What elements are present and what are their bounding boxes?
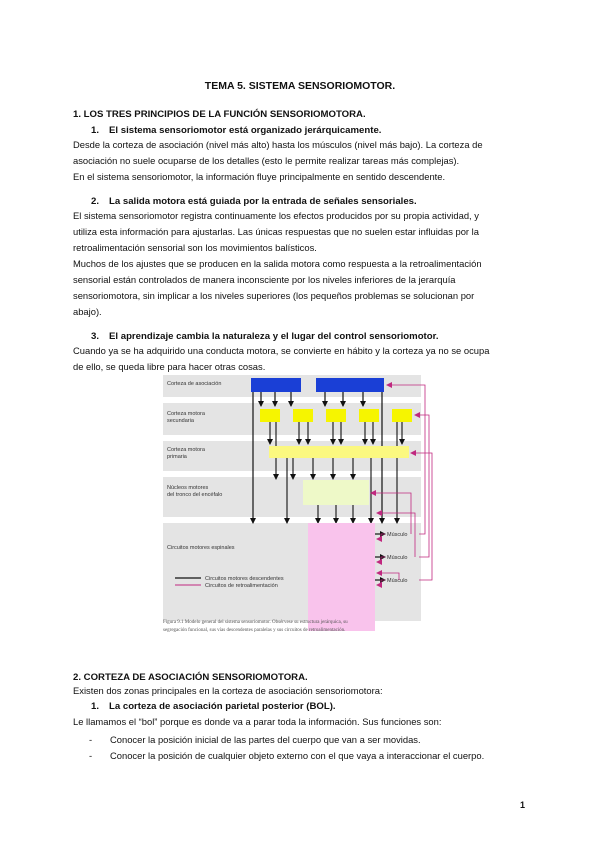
list-item	[89, 750, 484, 761]
subsection-1-heading	[91, 701, 336, 712]
text-line: asociación no suele ocuparse de los detalles (esto le permite realizar tareas más complejas).	[73, 155, 460, 166]
section-2-heading: 2. CORTEZA DE ASOCIACIÓN SENSORIOMOTORA.	[73, 672, 308, 683]
subsection-1-title: La corteza de asociación parietal posterior (BOL).	[109, 701, 336, 712]
text-line: Muchos de los ajustes que se producen en la salida motora como respuesta a la retroalimentación	[73, 258, 482, 269]
assoc-cortex-label: Corteza de asociación	[167, 381, 222, 387]
text-line: Desde la corteza de asociación (nivel más alto) hasta los músculos (nivel más bajo). La corteza de	[73, 139, 483, 150]
bullet-dash: -	[89, 750, 93, 761]
assoc-box-left	[251, 378, 301, 392]
principle-3-paragraph	[73, 343, 527, 375]
text-line: En el sistema sensoriomotor, la información fluye principalmente en sentido descendente.	[73, 171, 446, 182]
subsection-1-text: Le llamamos el “bol” porque es donde va a parar toda la información. Sus funciones son:	[73, 716, 442, 727]
brainstem-label-1: Núcleos motores	[167, 485, 209, 491]
spinal-label: Circuitos motores espinales	[167, 545, 235, 551]
spinal-box	[308, 523, 375, 631]
secondary-box-1	[260, 409, 280, 422]
principle-2-number: 2.	[91, 196, 100, 207]
principle-1-number: 1.	[91, 125, 100, 136]
assoc-box-right	[316, 378, 384, 392]
text-line: sensoriomotora, sin implicar a los niveles superiores (los pequeños problemas se solucionan por	[73, 290, 475, 301]
page-number: 1	[520, 800, 526, 810]
brainstem-label-2: del tronco del encéfalo	[167, 492, 223, 498]
muscle-label-3: Músculo	[387, 578, 408, 584]
text-line: abajo).	[73, 306, 102, 317]
figure-caption-line-2: segregación funcional, sus vías descendentes paralelas y sus circuitos de retroalimentación.	[163, 628, 346, 633]
list-item	[89, 734, 421, 745]
principle-1-paragraph	[73, 137, 527, 185]
text-line: El sistema sensoriomotor registra continuamente los efectos producidos por su propia actividad, y	[73, 210, 479, 221]
principle-2-heading	[91, 196, 417, 207]
text-line: de ello, se queda libre para hacer otras cosas.	[73, 361, 266, 372]
subsection-1-number: 1.	[91, 701, 100, 712]
secondary-box-5	[392, 409, 412, 422]
text-line: utiliza esta información para ajustarlas. Las únicas respuestas que no suelen estar influidas por la	[73, 226, 479, 237]
page-title: TEMA 5. SISTEMA SENSORIOMOTOR.	[204, 80, 396, 92]
section-2-intro: Existen dos zonas principales en la corteza de asociación sensoriomotora:	[73, 685, 383, 696]
figure-caption-line-1: Figura 9.1 Modelo general del sistema sensoriomotor. Obsérvese su estructura jerárquica, su	[163, 620, 348, 625]
text-line: sensorial están controlados de manera inconsciente por los niveles inferiores de la jerarquía	[73, 274, 456, 285]
list-item-text: Conocer la posición inicial de las partes del cuerpo que van a ser movidas.	[110, 734, 421, 745]
muscle-label-2: Músculo	[387, 555, 408, 561]
principle-3-heading	[91, 331, 439, 342]
muscle-label-1: Músculo	[387, 532, 408, 538]
principle-2-paragraph	[73, 208, 527, 320]
text-line: retroalimentación sensorial son los movimientos balísticos.	[73, 242, 317, 253]
principle-3-number: 3.	[91, 331, 100, 342]
secondary-cortex-label-2: secundaria	[167, 418, 194, 424]
legend-feedback-label: Circuitos de retroalimentación	[205, 583, 278, 589]
secondary-box-4	[359, 409, 379, 422]
brainstem-box	[303, 480, 369, 505]
secondary-box-3	[326, 409, 346, 422]
secondary-cortex-label-1: Corteza motora	[167, 411, 205, 417]
bullet-dash: -	[89, 734, 93, 745]
primary-cortex-box	[269, 446, 409, 458]
principle-1-title: El sistema sensoriomotor está organizado jerárquicamente.	[109, 125, 382, 136]
text-line: Cuando ya se ha adquirido una conducta motora, se convierte en hábito y la corteza ya no se ocupa	[73, 345, 490, 356]
section-1-heading: 1. LOS TRES PRINCIPIOS DE LA FUNCIÓN SENSORIOMOTORA.	[73, 109, 366, 120]
legend-descending-label: Circuitos motores descendentes	[205, 576, 284, 582]
principle-2-title: La salida motora está guiada por la entrada de señales sensoriales.	[109, 196, 417, 207]
secondary-box-2	[293, 409, 313, 422]
spinal-panel	[163, 523, 421, 621]
principle-1-heading	[91, 125, 381, 136]
sensorimotor-diagram	[153, 373, 435, 643]
primary-cortex-label-1: Corteza motora	[167, 447, 205, 453]
list-item-text: Conocer la posición de cualquier objeto externo con el que vaya a interaccionar el cuerpo.	[110, 750, 485, 761]
principle-3-title: El aprendizaje cambia la naturaleza y el lugar del control sensoriomotor.	[109, 331, 439, 342]
primary-cortex-label-2: primaria	[167, 454, 187, 460]
